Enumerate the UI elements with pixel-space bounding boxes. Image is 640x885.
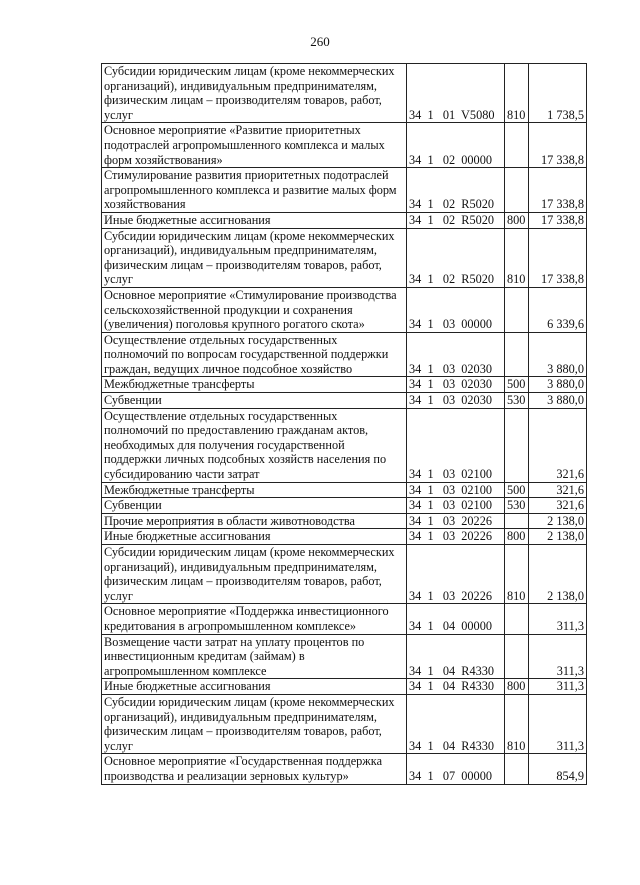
row-name-cell: Субвенции <box>102 393 407 409</box>
row-amount-cell: 2 138,0 <box>529 513 587 529</box>
row-expense-type-cell: 800 <box>505 212 529 228</box>
table-row <box>102 287 587 332</box>
row-code-cell: 34 1 03 02030 <box>407 393 505 409</box>
row-amount-cell: 311,3 <box>529 679 587 695</box>
table-row <box>102 377 587 393</box>
row-code-cell: 34 1 03 02100 <box>407 482 505 498</box>
row-expense-type-cell <box>505 634 529 679</box>
row-amount-cell: 321,6 <box>529 408 587 482</box>
row-amount-cell: 321,6 <box>529 498 587 514</box>
row-expense-type-cell: 800 <box>505 529 529 545</box>
page-number: 260 <box>310 34 330 49</box>
row-name-cell: Межбюджетные трансферты <box>102 482 407 498</box>
row-amount-cell: 17 338,8 <box>529 228 587 287</box>
row-name-cell: Иные бюджетные ассигнования <box>102 212 407 228</box>
table-row <box>102 64 587 123</box>
row-code-cell: 34 1 03 02030 <box>407 377 505 393</box>
row-amount-cell: 17 338,8 <box>529 212 587 228</box>
table-row <box>102 604 587 634</box>
table-row <box>102 545 587 604</box>
table-row <box>102 694 587 753</box>
row-name-cell: Субсидии юридическим лицам (кроме некоммерческих организаций), индивидуальным предпринимателям, физическим лицам – производителям товаров, работ, услуг <box>102 545 407 604</box>
row-name-cell: Субвенции <box>102 498 407 514</box>
row-expense-type-cell: 530 <box>505 393 529 409</box>
row-amount-cell: 2 138,0 <box>529 545 587 604</box>
budget-table-body <box>102 64 587 785</box>
row-name-cell: Стимулирование развития приоритетных подотраслей агропромышленного комплекса и развитие малых форм хозяйствования <box>102 168 407 213</box>
row-expense-type-cell: 810 <box>505 694 529 753</box>
row-expense-type-cell <box>505 513 529 529</box>
table-row <box>102 482 587 498</box>
row-expense-type-cell <box>505 123 529 168</box>
table-row <box>102 679 587 695</box>
row-name-cell: Осуществление отдельных государственных полномочий по вопросам государственной поддержки граждан, ведущих личное подсобное хозяйство <box>102 332 407 377</box>
row-name-cell: Иные бюджетные ассигнования <box>102 529 407 545</box>
table-row <box>102 332 587 377</box>
row-expense-type-cell: 530 <box>505 498 529 514</box>
row-code-cell: 34 1 04 00000 <box>407 604 505 634</box>
table-row <box>102 123 587 168</box>
row-code-cell: 34 1 04 R4330 <box>407 694 505 753</box>
table-row <box>102 513 587 529</box>
row-expense-type-cell <box>505 332 529 377</box>
row-amount-cell: 3 880,0 <box>529 332 587 377</box>
row-name-cell: Основное мероприятие «Поддержка инвестиционного кредитования в агропромышленном комплексе» <box>102 604 407 634</box>
row-name-cell: Осуществление отдельных государственных полномочий по предоставлению гражданам актов, необходимых для получения государственной поддержки личных подсобных хозяйств населения по субсидированию части затрат <box>102 408 407 482</box>
row-code-cell: 34 1 03 02030 <box>407 332 505 377</box>
row-amount-cell: 321,6 <box>529 482 587 498</box>
table-row <box>102 754 587 784</box>
row-expense-type-cell: 810 <box>505 64 529 123</box>
table-row <box>102 168 587 213</box>
row-amount-cell: 311,3 <box>529 634 587 679</box>
row-code-cell: 34 1 03 02100 <box>407 498 505 514</box>
row-name-cell: Иные бюджетные ассигнования <box>102 679 407 695</box>
row-amount-cell: 17 338,8 <box>529 123 587 168</box>
row-code-cell: 34 1 02 R5020 <box>407 228 505 287</box>
row-name-cell: Межбюджетные трансферты <box>102 377 407 393</box>
row-name-cell: Возмещение части затрат на уплату процентов по инвестиционным кредитам (займам) в агропромышленном комплексе <box>102 634 407 679</box>
row-expense-type-cell <box>505 604 529 634</box>
row-amount-cell: 1 738,5 <box>529 64 587 123</box>
row-code-cell: 34 1 02 R5020 <box>407 212 505 228</box>
row-expense-type-cell: 810 <box>505 228 529 287</box>
row-name-cell: Основное мероприятие «Стимулирование производства сельскохозяйственной продукции и сохранения (увеличения) поголовья крупного рогатого скота» <box>102 287 407 332</box>
row-amount-cell: 3 880,0 <box>529 393 587 409</box>
row-amount-cell: 6 339,6 <box>529 287 587 332</box>
row-code-cell: 34 1 04 R4330 <box>407 634 505 679</box>
row-expense-type-cell: 810 <box>505 545 529 604</box>
table-row <box>102 408 587 482</box>
table-row <box>102 634 587 679</box>
row-expense-type-cell <box>505 754 529 784</box>
row-name-cell: Субсидии юридическим лицам (кроме некоммерческих организаций), индивидуальным предпринимателям, физическим лицам – производителям товаров, работ, услуг <box>102 64 407 123</box>
row-amount-cell: 311,3 <box>529 694 587 753</box>
row-code-cell: 34 1 03 20226 <box>407 529 505 545</box>
row-name-cell: Субсидии юридическим лицам (кроме некоммерческих организаций), индивидуальным предпринимателям, физическим лицам – производителям товаров, работ, услуг <box>102 228 407 287</box>
table-row <box>102 228 587 287</box>
row-name-cell: Субсидии юридическим лицам (кроме некоммерческих организаций), индивидуальным предпринимателям, физическим лицам – производителям товаров, работ, услуг <box>102 694 407 753</box>
row-amount-cell: 311,3 <box>529 604 587 634</box>
row-code-cell: 34 1 03 20226 <box>407 545 505 604</box>
row-name-cell: Основное мероприятие «Развитие приоритетных подотраслей агропромышленного комплекса и малых форм хозяйствования» <box>102 123 407 168</box>
table-row <box>102 393 587 409</box>
row-expense-type-cell <box>505 287 529 332</box>
row-code-cell: 34 1 02 R5020 <box>407 168 505 213</box>
row-code-cell: 34 1 03 00000 <box>407 287 505 332</box>
row-code-cell: 34 1 03 20226 <box>407 513 505 529</box>
table-row <box>102 212 587 228</box>
row-amount-cell: 2 138,0 <box>529 529 587 545</box>
row-code-cell: 34 1 02 00000 <box>407 123 505 168</box>
row-expense-type-cell: 500 <box>505 482 529 498</box>
budget-table <box>101 63 587 785</box>
row-code-cell: 34 1 04 R4330 <box>407 679 505 695</box>
table-row <box>102 529 587 545</box>
row-amount-cell: 3 880,0 <box>529 377 587 393</box>
row-amount-cell: 17 338,8 <box>529 168 587 213</box>
row-amount-cell: 854,9 <box>529 754 587 784</box>
row-expense-type-cell <box>505 408 529 482</box>
table-row <box>102 498 587 514</box>
row-code-cell: 34 1 03 02100 <box>407 408 505 482</box>
row-code-cell: 34 1 01 V5080 <box>407 64 505 123</box>
row-code-cell: 34 1 07 00000 <box>407 754 505 784</box>
row-expense-type-cell: 500 <box>505 377 529 393</box>
row-name-cell: Основное мероприятие «Государственная поддержка производства и реализации зерновых культур» <box>102 754 407 784</box>
row-expense-type-cell: 800 <box>505 679 529 695</box>
row-name-cell: Прочие мероприятия в области животноводства <box>102 513 407 529</box>
row-expense-type-cell <box>505 168 529 213</box>
